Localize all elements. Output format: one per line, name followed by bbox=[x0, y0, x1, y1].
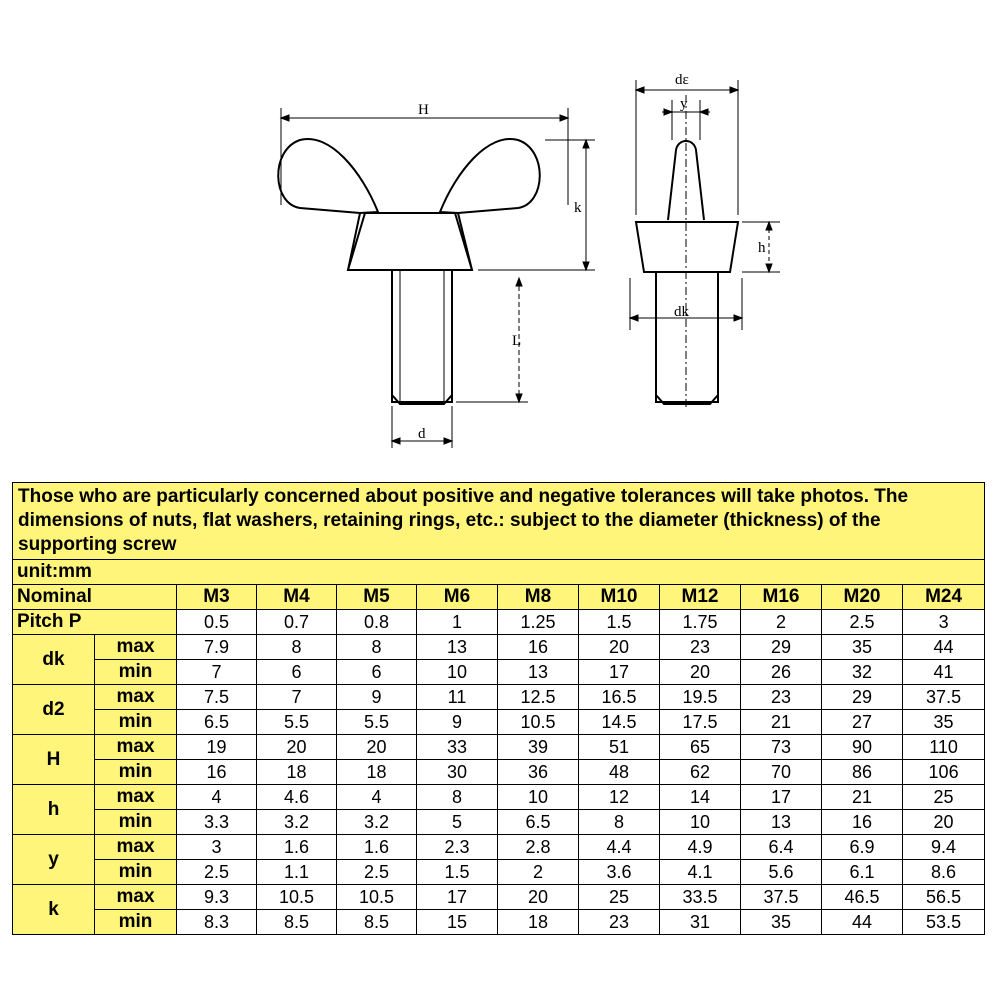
value-cell: 23 bbox=[660, 635, 741, 660]
value-cell: 31 bbox=[660, 910, 741, 935]
pitch-cell: 3 bbox=[903, 610, 985, 635]
label-d: d bbox=[418, 426, 426, 442]
pitch-cell: 0.5 bbox=[177, 610, 257, 635]
value-cell: 21 bbox=[741, 710, 822, 735]
h-min-row bbox=[13, 810, 985, 835]
value-cell: 7 bbox=[257, 685, 337, 710]
group-label: y bbox=[13, 835, 95, 885]
value-cell: 8.5 bbox=[257, 910, 337, 935]
group-label: h bbox=[13, 785, 95, 835]
value-cell: 10 bbox=[498, 785, 579, 810]
value-cell: 7.5 bbox=[177, 685, 257, 710]
pitch-cell: 1 bbox=[417, 610, 498, 635]
label-H: H bbox=[418, 102, 429, 118]
value-cell: 16.5 bbox=[579, 685, 660, 710]
max-label: max bbox=[95, 885, 177, 910]
value-cell: 20 bbox=[579, 635, 660, 660]
side-view bbox=[636, 141, 738, 404]
value-cell: 11 bbox=[417, 685, 498, 710]
group-label: H bbox=[13, 735, 95, 785]
value-cell: 15 bbox=[417, 910, 498, 935]
y-max-row bbox=[13, 835, 985, 860]
value-cell: 4.1 bbox=[660, 860, 741, 885]
value-cell: 20 bbox=[257, 735, 337, 760]
value-cell: 41 bbox=[903, 660, 985, 685]
unit-label: unit:mm bbox=[13, 560, 985, 585]
wing-screw-technical-drawing bbox=[0, 0, 1000, 470]
value-cell: 29 bbox=[822, 685, 903, 710]
value-cell: 2 bbox=[498, 860, 579, 885]
value-cell: 35 bbox=[741, 910, 822, 935]
y-min-row bbox=[13, 860, 985, 885]
value-cell: 21 bbox=[822, 785, 903, 810]
value-cell: 30 bbox=[417, 760, 498, 785]
value-cell: 2.5 bbox=[177, 860, 257, 885]
value-cell: 17 bbox=[741, 785, 822, 810]
pitch-label: Pitch P bbox=[13, 610, 177, 635]
tolerance-note: Those who are particularly concerned about positive and negative tolerances will take photos. The dimensions of nuts, flat washers, retaining rings, etc.: subject to the diameter (thickness) of the supporting screw bbox=[13, 483, 985, 560]
min-label: min bbox=[95, 660, 177, 685]
value-cell: 90 bbox=[822, 735, 903, 760]
value-cell: 9 bbox=[337, 685, 417, 710]
value-cell: 16 bbox=[498, 635, 579, 660]
value-cell: 10 bbox=[660, 810, 741, 835]
size-header: M16 bbox=[741, 585, 822, 610]
pitch-cell: 0.8 bbox=[337, 610, 417, 635]
value-cell: 13 bbox=[498, 660, 579, 685]
value-cell: 1.1 bbox=[257, 860, 337, 885]
value-cell: 73 bbox=[741, 735, 822, 760]
value-cell: 18 bbox=[337, 760, 417, 785]
value-cell: 12.5 bbox=[498, 685, 579, 710]
nominal-label: Nominal bbox=[13, 585, 177, 610]
group-label: k bbox=[13, 885, 95, 935]
value-cell: 3.6 bbox=[579, 860, 660, 885]
value-cell: 10.5 bbox=[257, 885, 337, 910]
value-cell: 4.4 bbox=[579, 835, 660, 860]
front-view-dimensions bbox=[281, 108, 595, 448]
value-cell: 5.6 bbox=[741, 860, 822, 885]
value-cell: 70 bbox=[741, 760, 822, 785]
size-header: M20 bbox=[822, 585, 903, 610]
group-label: dk bbox=[13, 635, 95, 685]
value-cell: 7.9 bbox=[177, 635, 257, 660]
value-cell: 16 bbox=[822, 810, 903, 835]
size-header: M3 bbox=[177, 585, 257, 610]
value-cell: 5 bbox=[417, 810, 498, 835]
value-cell: 8 bbox=[417, 785, 498, 810]
value-cell: 3.2 bbox=[257, 810, 337, 835]
value-cell: 4 bbox=[337, 785, 417, 810]
value-cell: 25 bbox=[579, 885, 660, 910]
value-cell: 86 bbox=[822, 760, 903, 785]
size-header: M6 bbox=[417, 585, 498, 610]
value-cell: 33.5 bbox=[660, 885, 741, 910]
value-cell: 3.2 bbox=[337, 810, 417, 835]
value-cell: 1.6 bbox=[337, 835, 417, 860]
value-cell: 4 bbox=[177, 785, 257, 810]
value-cell: 1.5 bbox=[417, 860, 498, 885]
value-cell: 20 bbox=[337, 735, 417, 760]
value-cell: 9.3 bbox=[177, 885, 257, 910]
value-cell: 20 bbox=[498, 885, 579, 910]
value-cell: 9.4 bbox=[903, 835, 985, 860]
min-label: min bbox=[95, 810, 177, 835]
value-cell: 35 bbox=[903, 710, 985, 735]
label-L: L bbox=[512, 333, 522, 349]
max-label: max bbox=[95, 735, 177, 760]
label-dk: dk bbox=[674, 304, 689, 320]
dk-max-row bbox=[13, 635, 985, 660]
value-cell: 29 bbox=[741, 635, 822, 660]
value-cell: 26 bbox=[741, 660, 822, 685]
value-cell: 6.1 bbox=[822, 860, 903, 885]
size-header: M4 bbox=[257, 585, 337, 610]
label-d2: dɛ bbox=[675, 72, 689, 88]
dimension-table bbox=[12, 482, 985, 935]
value-cell: 32 bbox=[822, 660, 903, 685]
value-cell: 20 bbox=[903, 810, 985, 835]
label-k: k bbox=[574, 200, 582, 216]
value-cell: 12 bbox=[579, 785, 660, 810]
size-header: M8 bbox=[498, 585, 579, 610]
value-cell: 44 bbox=[822, 910, 903, 935]
right-wing-outline bbox=[440, 139, 540, 213]
value-cell: 2.8 bbox=[498, 835, 579, 860]
max-label: max bbox=[95, 685, 177, 710]
h-max-row bbox=[13, 785, 985, 810]
value-cell: 20 bbox=[660, 660, 741, 685]
hub-outline bbox=[348, 213, 472, 270]
value-cell: 1.6 bbox=[257, 835, 337, 860]
value-cell: 17.5 bbox=[660, 710, 741, 735]
value-cell: 3 bbox=[177, 835, 257, 860]
value-cell: 23 bbox=[579, 910, 660, 935]
note-row bbox=[13, 483, 985, 560]
max-label: max bbox=[95, 785, 177, 810]
value-cell: 4.6 bbox=[257, 785, 337, 810]
value-cell: 62 bbox=[660, 760, 741, 785]
shank-outline bbox=[392, 270, 452, 402]
value-cell: 14.5 bbox=[579, 710, 660, 735]
value-cell: 6.4 bbox=[741, 835, 822, 860]
value-cell: 2.5 bbox=[337, 860, 417, 885]
size-header: M5 bbox=[337, 585, 417, 610]
max-label: max bbox=[95, 835, 177, 860]
h-min-row bbox=[13, 760, 985, 785]
side-shank-outline bbox=[656, 272, 718, 402]
pitch-cell: 2 bbox=[741, 610, 822, 635]
value-cell: 51 bbox=[579, 735, 660, 760]
value-cell: 6.5 bbox=[177, 710, 257, 735]
value-cell: 17 bbox=[417, 885, 498, 910]
value-cell: 37.5 bbox=[741, 885, 822, 910]
value-cell: 27 bbox=[822, 710, 903, 735]
value-cell: 56.5 bbox=[903, 885, 985, 910]
h-max-row bbox=[13, 735, 985, 760]
pitch-cell: 1.5 bbox=[579, 610, 660, 635]
value-cell: 19 bbox=[177, 735, 257, 760]
pitch-row bbox=[13, 610, 985, 635]
label-h: h bbox=[758, 240, 766, 256]
unit-row bbox=[13, 560, 985, 585]
value-cell: 13 bbox=[417, 635, 498, 660]
value-cell: 6 bbox=[257, 660, 337, 685]
value-cell: 33 bbox=[417, 735, 498, 760]
value-cell: 8.3 bbox=[177, 910, 257, 935]
value-cell: 10 bbox=[417, 660, 498, 685]
min-label: min bbox=[95, 910, 177, 935]
value-cell: 2.3 bbox=[417, 835, 498, 860]
value-cell: 106 bbox=[903, 760, 985, 785]
dk-min-row bbox=[13, 660, 985, 685]
value-cell: 17 bbox=[579, 660, 660, 685]
value-cell: 39 bbox=[498, 735, 579, 760]
min-label: min bbox=[95, 710, 177, 735]
value-cell: 5.5 bbox=[337, 710, 417, 735]
max-label: max bbox=[95, 635, 177, 660]
pitch-cell: 1.75 bbox=[660, 610, 741, 635]
value-cell: 110 bbox=[903, 735, 985, 760]
value-cell: 6.9 bbox=[822, 835, 903, 860]
value-cell: 6 bbox=[337, 660, 417, 685]
nominal-row bbox=[13, 585, 985, 610]
value-cell: 18 bbox=[498, 910, 579, 935]
value-cell: 25 bbox=[903, 785, 985, 810]
front-view bbox=[278, 139, 540, 404]
value-cell: 8 bbox=[257, 635, 337, 660]
value-cell: 46.5 bbox=[822, 885, 903, 910]
value-cell: 53.5 bbox=[903, 910, 985, 935]
pitch-cell: 1.25 bbox=[498, 610, 579, 635]
value-cell: 8 bbox=[337, 635, 417, 660]
value-cell: 19.5 bbox=[660, 685, 741, 710]
pitch-cell: 0.7 bbox=[257, 610, 337, 635]
value-cell: 10.5 bbox=[498, 710, 579, 735]
value-cell: 18 bbox=[257, 760, 337, 785]
value-cell: 14 bbox=[660, 785, 741, 810]
size-header: M24 bbox=[903, 585, 985, 610]
value-cell: 6.5 bbox=[498, 810, 579, 835]
value-cell: 8.5 bbox=[337, 910, 417, 935]
value-cell: 16 bbox=[177, 760, 257, 785]
min-label: min bbox=[95, 860, 177, 885]
value-cell: 36 bbox=[498, 760, 579, 785]
value-cell: 37.5 bbox=[903, 685, 985, 710]
value-cell: 9 bbox=[417, 710, 498, 735]
value-cell: 65 bbox=[660, 735, 741, 760]
value-cell: 13 bbox=[741, 810, 822, 835]
group-label: d2 bbox=[13, 685, 95, 735]
size-header: M12 bbox=[660, 585, 741, 610]
pitch-cell: 2.5 bbox=[822, 610, 903, 635]
value-cell: 4.9 bbox=[660, 835, 741, 860]
left-wing-outline bbox=[278, 139, 378, 213]
value-cell: 8.6 bbox=[903, 860, 985, 885]
k-max-row bbox=[13, 885, 985, 910]
label-y: y bbox=[680, 96, 688, 112]
value-cell: 3.3 bbox=[177, 810, 257, 835]
value-cell: 23 bbox=[741, 685, 822, 710]
value-cell: 7 bbox=[177, 660, 257, 685]
d2-max-row bbox=[13, 685, 985, 710]
size-header: M10 bbox=[579, 585, 660, 610]
value-cell: 44 bbox=[903, 635, 985, 660]
value-cell: 5.5 bbox=[257, 710, 337, 735]
d2-min-row bbox=[13, 710, 985, 735]
value-cell: 10.5 bbox=[337, 885, 417, 910]
value-cell: 35 bbox=[822, 635, 903, 660]
value-cell: 48 bbox=[579, 760, 660, 785]
k-min-row bbox=[13, 910, 985, 935]
washer-outline bbox=[636, 222, 738, 272]
value-cell: 8 bbox=[579, 810, 660, 835]
min-label: min bbox=[95, 760, 177, 785]
